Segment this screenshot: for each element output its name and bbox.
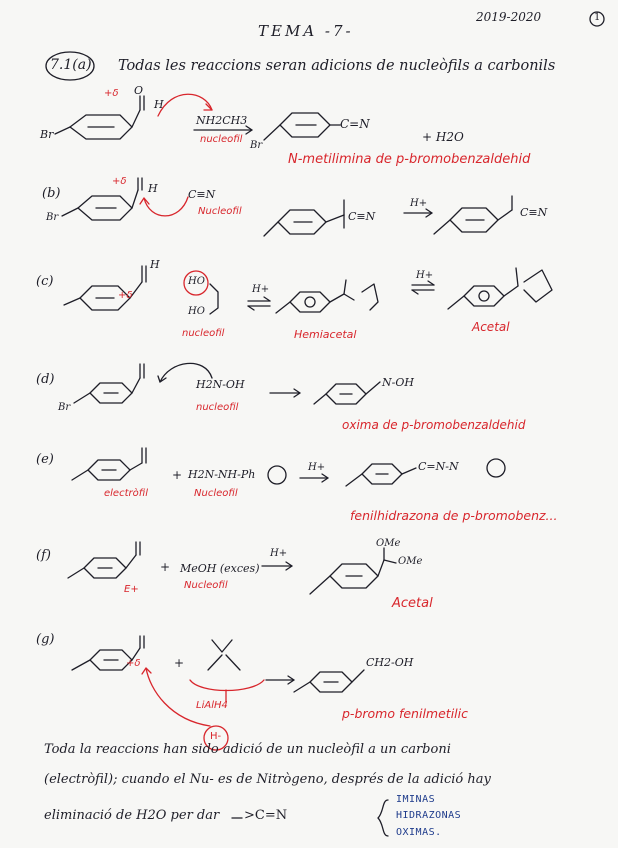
section-g-label: (g) <box>36 632 55 647</box>
water-a: + H2O <box>422 130 464 144</box>
delta-plus-b: +δ <box>112 176 127 187</box>
acetal-name-f: Acetal <box>392 596 433 611</box>
section-d-label: (d) <box>36 372 55 387</box>
product-ring-g <box>294 670 364 692</box>
phenyl-ring-e <box>268 466 286 484</box>
reagent-role-e: Nucleofil <box>194 488 238 499</box>
reagent-e: H2N-NH-Ph <box>188 468 256 481</box>
conclusion-line1: Toda la reaccions han sido adició de un nucleòfil a un carboni <box>44 742 451 757</box>
br-b: Br <box>46 212 59 223</box>
reagent-c-bot: HO <box>188 306 205 317</box>
product-b: C≡N <box>348 210 376 223</box>
product-e: C=N-N <box>418 460 459 473</box>
delta-plus-g: +δ <box>126 658 141 669</box>
product-side-f: OMe <box>398 556 423 567</box>
delta-plus-c: +δ <box>118 290 133 301</box>
arrow-a-nucleophile <box>158 94 212 116</box>
hemiacetal-name: Hemiacetal <box>294 328 357 341</box>
product-g: CH2-OH <box>366 656 414 669</box>
reagent-g: LiAlH4 <box>196 700 228 711</box>
hemiacetal-ring <box>276 280 378 313</box>
h-b: H <box>148 182 158 195</box>
final-ring-b <box>434 196 512 234</box>
product-top-f: OMe <box>376 538 401 549</box>
ring-c <box>64 266 146 310</box>
catalyst-c: H+ <box>252 284 270 295</box>
reagent-a: NH2CH3 <box>196 114 248 127</box>
reagent-role-a: nucleofil <box>200 134 243 145</box>
list-hidrazonas: HIDRAZONAS <box>396 810 462 821</box>
list-oximas: OXIMAS. <box>396 827 442 838</box>
reagent-c-top: HO <box>188 276 205 287</box>
product-ring-b <box>264 200 344 236</box>
br-d: Br <box>58 402 71 413</box>
list-iminas: IMINAS <box>396 794 436 805</box>
product-br-a: Br <box>250 140 263 151</box>
hydride-g: H- <box>210 731 222 742</box>
h-a: H <box>154 98 164 111</box>
page-title: TEMA -7- <box>258 22 354 40</box>
plus-g: + <box>174 656 185 670</box>
section-b-label: (b) <box>42 186 61 201</box>
catalyst-c2: H+ <box>416 270 434 281</box>
section-e-label: (e) <box>36 452 54 467</box>
alh4-bonds <box>212 640 232 652</box>
reagent-role-f: Nucleofil <box>184 580 228 591</box>
product-phenyl-e <box>487 459 505 477</box>
reagent-role-c: nucleofil <box>182 328 225 339</box>
alh4-brace <box>190 680 264 691</box>
product-ring-a <box>264 113 340 140</box>
conclusion-line3: eliminació de H2O per dar <box>44 808 220 823</box>
electrophile-f: E+ <box>124 584 139 595</box>
step-f: H+ <box>270 548 288 559</box>
conclusion-line2: (electròfil); cuando el Nu- es de Nitrògeno, després de la adició hay <box>44 772 491 787</box>
product-name-e: fenilhidrazona de p-bromobenz... <box>350 508 558 523</box>
academic-year: 2019-2020 <box>476 10 542 24</box>
ring-f <box>68 542 140 578</box>
reagent-b: C≡N <box>188 188 216 201</box>
h-c: H <box>150 258 160 271</box>
ring-a <box>55 96 144 139</box>
product-d: N-OH <box>382 376 414 389</box>
plus-e: + <box>172 468 183 482</box>
br-a: Br <box>40 128 54 141</box>
section-c-label: (c) <box>36 274 54 289</box>
product-name-g: p-bromo fenilmetilic <box>342 706 468 721</box>
imine-group: >C=N <box>244 808 288 823</box>
reagent-role-d: nucleofil <box>196 402 239 413</box>
product-name-a: N-metilimina de p-bromobenzaldehid <box>288 152 531 167</box>
product-ring-e <box>346 464 416 486</box>
page-number: 1 <box>594 12 601 23</box>
reagent-d: H2N-OH <box>196 378 245 391</box>
plus-f: + <box>160 560 171 574</box>
product-ring-d <box>314 382 380 404</box>
intro-text: Todas les reaccions seran adicions de nucleòfils a carbonils <box>118 58 556 74</box>
arrow-b-nucleophile <box>144 197 188 216</box>
step-b: H+ <box>410 198 428 209</box>
ring-d <box>74 364 144 403</box>
product-a: C=N <box>340 117 370 131</box>
ring-b <box>62 178 142 220</box>
step-e: H+ <box>308 462 326 473</box>
electrophile-e: electròfil <box>104 488 148 499</box>
delta-plus-a: +δ <box>104 88 119 99</box>
section-f-label: (f) <box>36 548 51 563</box>
product-ring-f <box>310 548 396 594</box>
list-brace <box>378 800 388 836</box>
section-a-label: 7.1(a) <box>50 57 92 73</box>
reagent-f: MeOH (exces) <box>180 562 260 575</box>
final-b: C≡N <box>520 206 548 219</box>
acetal-name-c: Acetal <box>472 320 510 334</box>
ring-e <box>72 448 146 480</box>
product-name-d: oxima de p-bromobenzaldehid <box>342 418 526 432</box>
reagent-role-b: Nucleofil <box>198 206 242 217</box>
acetal-ring-c <box>448 268 552 309</box>
o-a: O <box>134 84 144 97</box>
arrow-g-hydride <box>146 668 210 726</box>
